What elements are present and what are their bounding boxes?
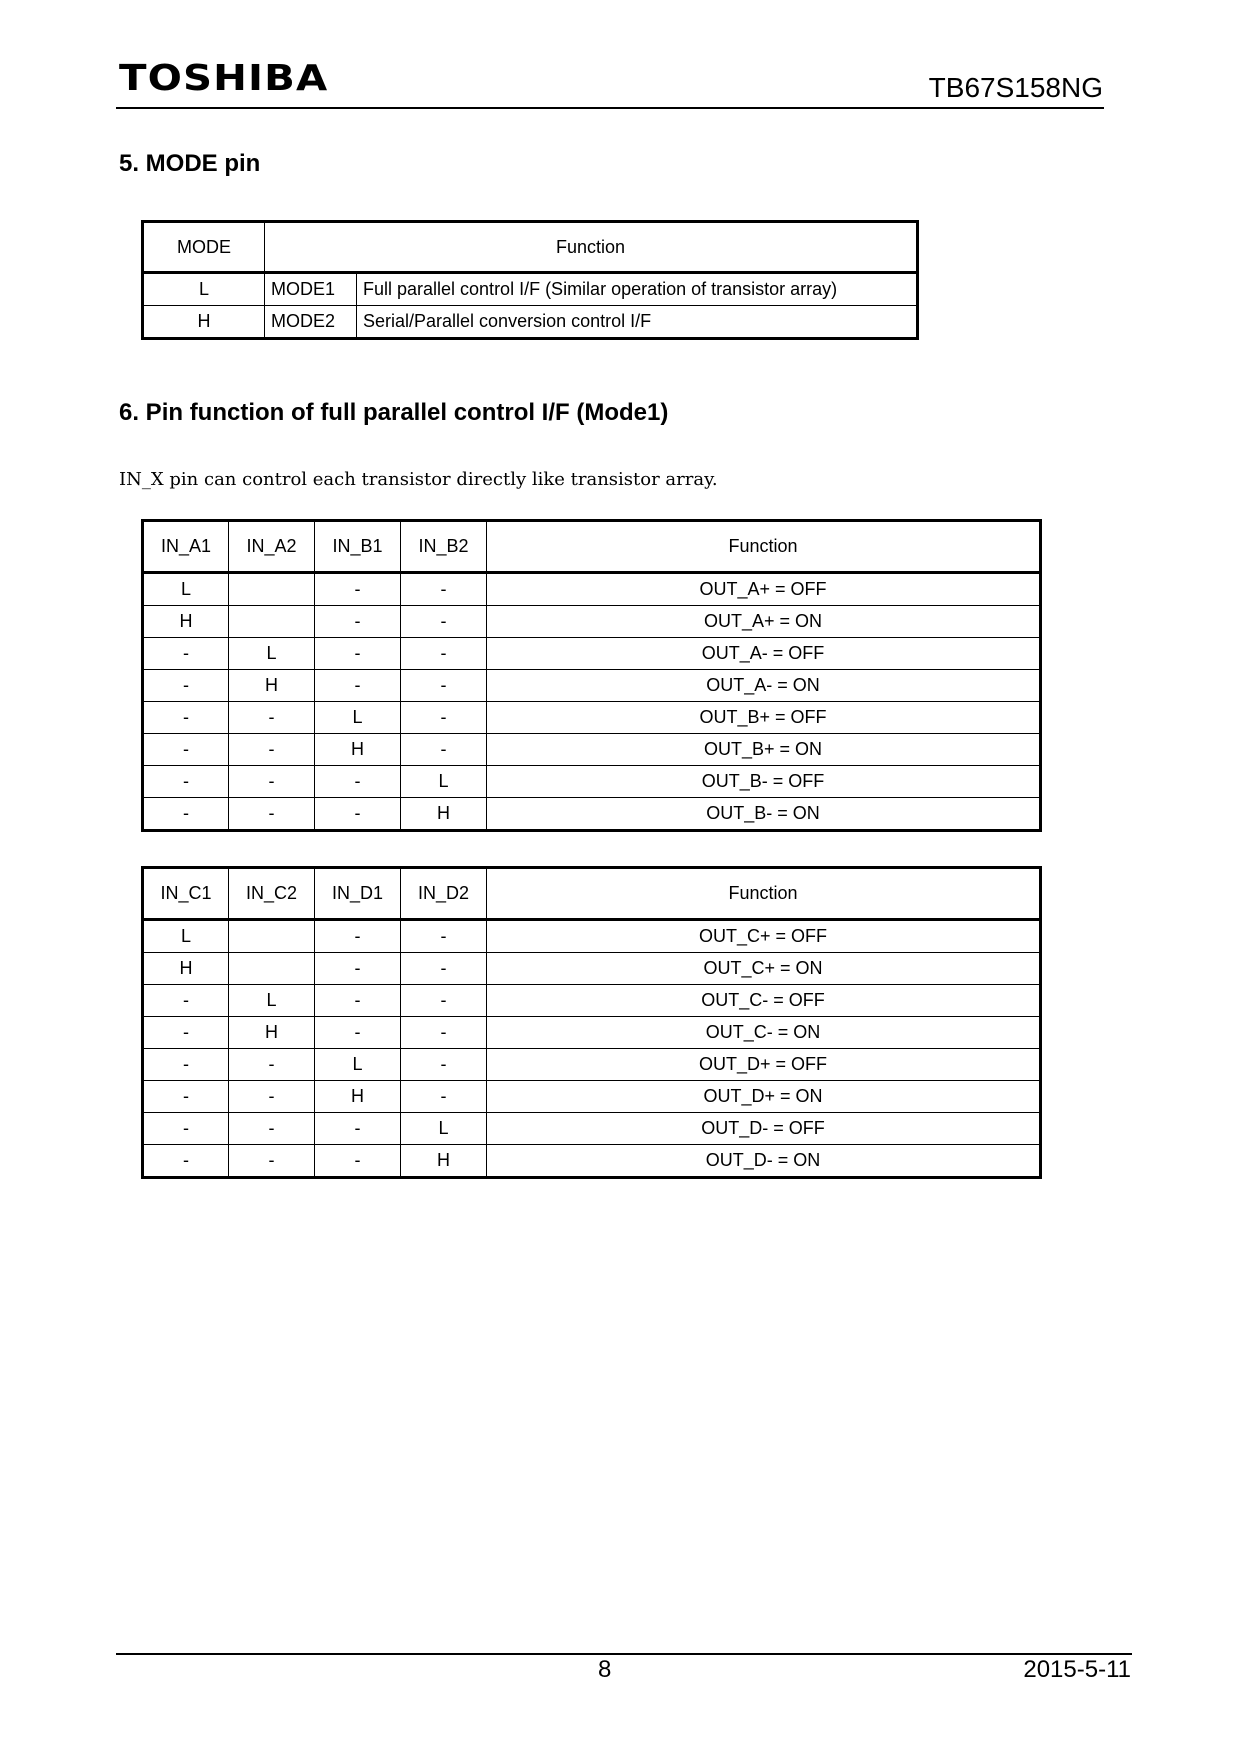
table-cell: - [401, 985, 487, 1017]
table-cell: - [229, 1113, 315, 1145]
table-cell: OUT_A- = OFF [487, 638, 1041, 670]
header-cell: Function [265, 222, 918, 273]
header-cell: Function [487, 521, 1041, 573]
table-row [143, 1049, 1041, 1081]
table-cell: L [401, 766, 487, 798]
table-cell: H [229, 1017, 315, 1049]
table-header-row [143, 868, 1041, 920]
pin-function-table-ab [141, 519, 1042, 832]
table-cell: OUT_C- = ON [487, 1017, 1041, 1049]
table-cell: - [143, 734, 229, 766]
table-cell: OUT_C+ = OFF [487, 920, 1041, 953]
table-row [143, 1145, 1041, 1178]
table-cell: - [229, 766, 315, 798]
table-cell: OUT_A+ = ON [487, 606, 1041, 638]
mode-pin-table [141, 220, 919, 340]
table-cell: - [401, 638, 487, 670]
table-cell: - [229, 1049, 315, 1081]
section5-title: 5. MODE pin [119, 150, 261, 177]
header-cell: IN_B1 [315, 521, 401, 573]
toshiba-logo: TOSHIBA [119, 58, 329, 99]
table-cell: OUT_D+ = ON [487, 1081, 1041, 1113]
table-cell: - [143, 1017, 229, 1049]
table-cell: OUT_A+ = OFF [487, 573, 1041, 606]
header-cell: IN_A1 [143, 521, 229, 573]
table-row [143, 798, 1041, 831]
table-row [143, 734, 1041, 766]
section6-title: 6. Pin function of full parallel control I/F (Mode1) [119, 399, 669, 426]
table-cell: - [143, 1049, 229, 1081]
table-cell: H [315, 1081, 401, 1113]
table-cell [229, 573, 315, 606]
table-cell: L [315, 1049, 401, 1081]
table-cell: Serial/Parallel conversion control I/F [357, 306, 918, 339]
table-cell: - [315, 638, 401, 670]
table-cell: MODE1 [265, 273, 357, 306]
table-cell [229, 606, 315, 638]
table-cell: H [143, 606, 229, 638]
table-cell: - [143, 638, 229, 670]
table-cell: - [401, 573, 487, 606]
table-row [143, 606, 1041, 638]
table-cell: - [401, 1049, 487, 1081]
table-row [143, 573, 1041, 606]
header-cell: IN_A2 [229, 521, 315, 573]
table-cell: OUT_D+ = OFF [487, 1049, 1041, 1081]
table-row [143, 273, 918, 306]
header-cell: IN_B2 [401, 521, 487, 573]
pin-function-table-cd [141, 866, 1042, 1179]
table-row [143, 1081, 1041, 1113]
table-cell: - [143, 1145, 229, 1178]
header-cell: IN_D1 [315, 868, 401, 920]
table-cell: - [315, 670, 401, 702]
table-cell: - [143, 702, 229, 734]
table-cell [229, 920, 315, 953]
table-cell: - [229, 798, 315, 831]
table-cell: - [315, 1113, 401, 1145]
table-cell: - [401, 702, 487, 734]
header-cell: Function [487, 868, 1041, 920]
table-cell: - [229, 734, 315, 766]
table-cell: - [315, 920, 401, 953]
table-cell: - [315, 766, 401, 798]
part-number: TB67S158NG [928, 72, 1103, 103]
table-cell: - [401, 606, 487, 638]
table-cell: - [143, 766, 229, 798]
table-cell: MODE2 [265, 306, 357, 339]
table-cell: - [315, 798, 401, 831]
document-date: 2015-5-11 [1023, 1656, 1131, 1683]
table-cell: L [229, 985, 315, 1017]
table-row [143, 702, 1041, 734]
table-cell: - [401, 734, 487, 766]
header-cell: IN_C1 [143, 868, 229, 920]
table-cell: - [315, 985, 401, 1017]
table-cell: - [143, 1081, 229, 1113]
table-row [143, 638, 1041, 670]
header-divider [116, 107, 1104, 109]
page-number: 8 [598, 1656, 612, 1683]
table-cell: OUT_C+ = ON [487, 953, 1041, 985]
table-cell: - [315, 1017, 401, 1049]
table-cell: - [315, 606, 401, 638]
table-cell: H [229, 670, 315, 702]
table-cell: - [143, 1113, 229, 1145]
table-cell: OUT_C- = OFF [487, 985, 1041, 1017]
table-cell: OUT_B- = OFF [487, 766, 1041, 798]
table-cell: - [401, 1017, 487, 1049]
table-header-row [143, 521, 1041, 573]
table-row [143, 985, 1041, 1017]
table-row [143, 1113, 1041, 1145]
table-cell: - [401, 670, 487, 702]
table-cell: - [401, 1081, 487, 1113]
table-cell: Full parallel control I/F (Similar operation of transistor array) [357, 273, 918, 306]
table-cell: OUT_D- = OFF [487, 1113, 1041, 1145]
table-cell: L [143, 920, 229, 953]
table-cell: - [315, 573, 401, 606]
table-cell: OUT_D- = ON [487, 1145, 1041, 1178]
table-cell: - [401, 953, 487, 985]
footer-divider [116, 1653, 1132, 1655]
table-cell: L [143, 273, 265, 306]
table-cell: - [315, 953, 401, 985]
table-cell: H [401, 798, 487, 831]
header-cell: MODE [143, 222, 265, 273]
table-cell: H [143, 953, 229, 985]
table-cell: H [143, 306, 265, 339]
table-cell [229, 953, 315, 985]
table-cell: L [401, 1113, 487, 1145]
table-cell: H [401, 1145, 487, 1178]
table-cell: OUT_A- = ON [487, 670, 1041, 702]
table-row [143, 920, 1041, 953]
table-cell: L [229, 638, 315, 670]
table-cell: L [143, 573, 229, 606]
table-cell: - [143, 670, 229, 702]
table-row [143, 670, 1041, 702]
table-cell: OUT_B+ = ON [487, 734, 1041, 766]
table-cell: - [229, 702, 315, 734]
table-cell: - [315, 1145, 401, 1178]
header-cell: IN_C2 [229, 868, 315, 920]
section6-description: IN_X pin can control each transistor directly like transistor array. [119, 469, 718, 490]
table-header-row [143, 222, 918, 273]
table-row [143, 766, 1041, 798]
table-cell: - [229, 1081, 315, 1113]
table-row [143, 953, 1041, 985]
table-cell: - [401, 920, 487, 953]
table-cell: OUT_B- = ON [487, 798, 1041, 831]
table-cell: - [143, 798, 229, 831]
table-cell: L [315, 702, 401, 734]
table-cell: - [229, 1145, 315, 1178]
table-cell: H [315, 734, 401, 766]
table-row [143, 1017, 1041, 1049]
table-cell: - [143, 985, 229, 1017]
table-cell: OUT_B+ = OFF [487, 702, 1041, 734]
header-cell: IN_D2 [401, 868, 487, 920]
table-row [143, 306, 918, 339]
